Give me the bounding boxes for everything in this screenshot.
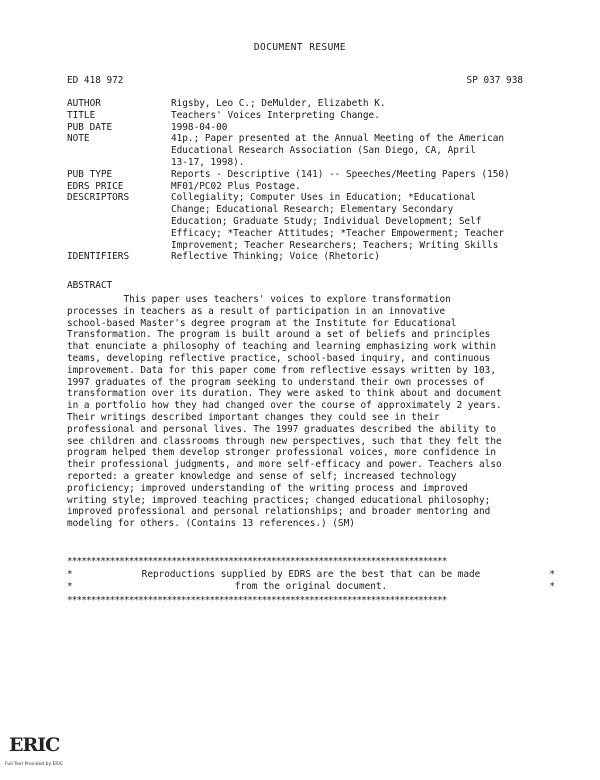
- abstract-line: writing style; improved teaching practices; changed educational philosophy;: [67, 494, 491, 506]
- field-value: 1998-04-00: [171, 121, 228, 133]
- metadata-row-author: [67, 98, 537, 110]
- field-label: PUB TYPE: [67, 168, 113, 180]
- abstract-line: proficiency; improved understanding of the writing process and improved: [67, 482, 468, 494]
- field-value: Collegiality; Computer Uses in Education; *Educational Change; Educational Research; Elementary Secondary Education; Graduate Study; Individual Development; Self Efficacy; *Teacher Attitudes; *Teacher Empowerment; Teacher Improvement; Teacher Researchers; Teachers; Writing Skills: [171, 192, 505, 251]
- notice-line: Reproductions supplied by EDRS are the best that can be made: [141, 569, 481, 580]
- eric-logo: [5, 734, 64, 770]
- metadata-table: [67, 98, 537, 263]
- abstract-body: [67, 294, 537, 530]
- field-value: Rigsby, Leo C.; DeMulder, Elizabeth K.: [171, 98, 386, 109]
- metadata-row-pub-date: [67, 122, 537, 134]
- metadata-row-note: [67, 133, 537, 168]
- abstract-line: reported: a greater knowledge and sense of self; increased technology: [67, 470, 457, 482]
- field-value: 41p.; Paper presented at the Annual Meeting of the American Educational Research Association (San Diego, CA, April 13-17, 1998).: [171, 133, 505, 168]
- field-label: PUB DATE: [67, 121, 113, 133]
- field-value: MF01/PC02 Plus Postage.: [171, 180, 301, 192]
- abstract-line: teams, developing reflective practice, school-based inquiry, and continuous: [67, 352, 491, 364]
- metadata-row-edrs-price: [67, 181, 537, 193]
- field-label: DESCRIPTORS: [67, 192, 130, 204]
- ed-number: ED 418 972: [67, 75, 124, 86]
- abstract-line: transformation over its duration. They were asked to think about and document: [67, 388, 502, 400]
- field-label: AUTHOR: [67, 98, 101, 109]
- eric-logo-mark: ERIC: [9, 734, 60, 756]
- abstract-line: improved professional and personal relationships; and broader mentoring and: [67, 506, 491, 518]
- field-label: IDENTIFIERS: [67, 251, 130, 263]
- field-value: Reports - Descriptive (141) -- Speeches/Meeting Papers (150): [171, 168, 510, 180]
- sp-number: SP 037 938: [466, 75, 523, 86]
- abstract-heading: ABSTRACT: [67, 280, 113, 291]
- metadata-row-title: [67, 110, 537, 122]
- notice-border: *: [549, 581, 555, 592]
- metadata-row-identifiers: [67, 251, 537, 263]
- star-rule-bottom: ********************************************************************************: [67, 595, 447, 606]
- document-heading: DOCUMENT RESUME: [253, 42, 347, 53]
- abstract-line: This paper uses teachers' voices to explore transformation: [67, 294, 451, 305]
- abstract-line: school-based Master's degree program at the Institute for Educational: [67, 317, 457, 329]
- abstract-line: program helped them develop stronger professional voices, more confidence in: [67, 447, 496, 459]
- field-label: EDRS PRICE: [67, 180, 124, 192]
- notice-border: *: [549, 569, 555, 580]
- metadata-row-descriptors: [67, 192, 537, 251]
- abstract-line: Their writings described important changes they could see in their: [67, 411, 440, 423]
- field-label: TITLE: [67, 109, 96, 121]
- abstract-line: improvement. Data for this paper come from reflective essays written by 103,: [67, 364, 496, 376]
- notice-line: from the original document.: [234, 581, 388, 592]
- field-label: NOTE: [67, 133, 90, 145]
- abstract-line: processes in teachers as a result of participation in an innovative: [67, 305, 446, 317]
- field-value: Teachers' Voices Interpreting Change.: [171, 109, 380, 121]
- metadata-row-pub-type: [67, 169, 537, 181]
- abstract-line: modeling for others. (Contains 13 references.) (SM): [67, 518, 355, 530]
- abstract-line: Transformation. The program is built around a set of beliefs and principles: [67, 329, 491, 341]
- notice-border: *: [67, 569, 73, 580]
- notice-border: *: [67, 581, 73, 592]
- abstract-line: that enunciate a philosophy of teaching and learning emphasizing work within: [67, 341, 496, 353]
- abstract-line: see children and classrooms through new perspectives, such that they felt the: [67, 435, 502, 447]
- document-identifiers: [67, 75, 523, 87]
- star-rule-top: ********************************************************************************: [67, 556, 447, 567]
- abstract-line: in a portfolio how they had changed over the course of approximately 2 years.: [67, 400, 502, 412]
- abstract-line: 1997 graduates of the program seeking to understand their own processes of: [67, 376, 485, 388]
- field-value: Reflective Thinking; Voice (Rhetoric): [171, 251, 380, 263]
- eric-logo-caption: Full Text Provided by ERIC: [5, 762, 64, 767]
- reproduction-notice: [67, 569, 555, 593]
- abstract-line: their professional judgments, and more self-efficacy and power. Teachers also: [67, 459, 502, 471]
- abstract-line: professional and personal lives. The 1997 graduates described the ability to: [67, 423, 496, 435]
